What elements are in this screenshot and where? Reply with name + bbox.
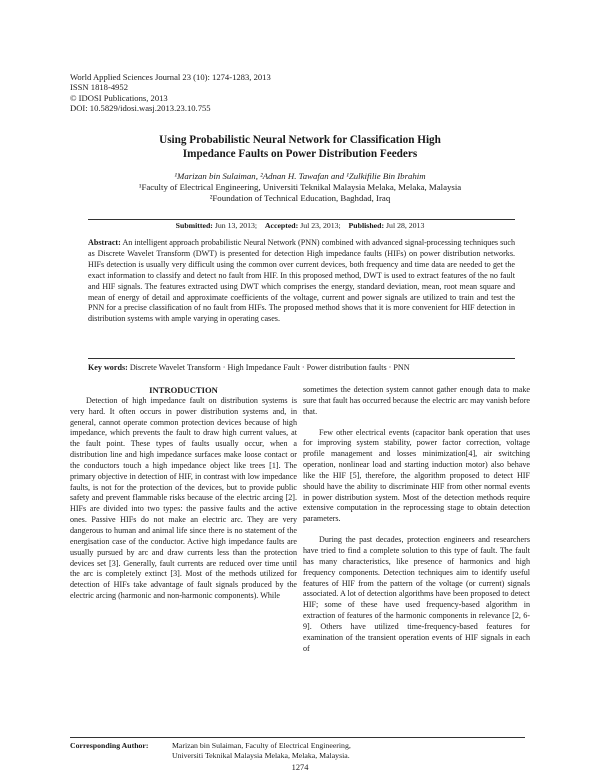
abstract bbox=[88, 238, 515, 325]
page-number: 1274 bbox=[291, 763, 309, 772]
abstract-label: Abstract: bbox=[88, 238, 121, 247]
abstract-text: An intelligent approach probabilistic Neural Network (PNN) combined with advanced signal-processing techniques such as Discrete Wavelet Transform (DWT) is presented for detection High impedance faults (HIFs) on power distribution networks. HIFs detection is usually very difficult using the common over current devices, both frequency and time data are needed to get the exact information to classify and detect no fault from HIF. In this proposed method, DWT is used to extract features of the no fault and HIF signals. The features extracted using DWT which comprises the energy, standard deviation, mean, root mean square and mean of energy of detail and approximate coefficients of the voltage, current and power signals are utilized to train and test the PNN for a precise classification of no fault from HIFs. The proposed method shows that it is more convenient for HIF detection in distribution systems with ample varying in operating cases. bbox=[88, 238, 515, 324]
intro-paragraph-3: During the past decades, protection engineers and researchers have tried to find a complete solution to this type of fault. The fault has many characteristics, like presence of harmonics and high frequency components. Detection techniques aim to identify useful features of HIF from the pattern of the voltage (or current) signals associated. A lot of detection algorithms have been proposed to detect HIF; some of these have used frequency-based algorithm in extraction of features of the harmonic components in relevance [2, 6-9]. Others have utilized time-frequency-based features for examination of the transient operation events of HIF signals in each of bbox=[303, 535, 530, 653]
submitted-label: Submitted: bbox=[175, 221, 213, 230]
journal-info bbox=[70, 72, 271, 114]
affiliation-2: ²Foundation of Technical Education, Baghdad, Iraq bbox=[209, 193, 391, 203]
divider-top bbox=[88, 219, 515, 220]
footer-divider bbox=[70, 737, 525, 738]
corresponding-author bbox=[70, 741, 351, 762]
accepted-label: Accepted: bbox=[264, 221, 299, 230]
intro-paragraph-2: Few other electrical events (capacitor bank operation that uses for improving system stability, power factor correction, voltage profile management and losses minimization[4], air switching operation, nonlinear load and starting induction motor) also behave like the HIF [5], therefore, the algorithm proposed to detect HIF should have the ability to discriminate HIF from other normal events in power distribution system. Most of the detection methods require extensive computation in the reprocessing stage to obtain detection parameters. bbox=[303, 427, 530, 524]
intro-paragraph-continued: sometimes the detection system cannot gather enough data to make sure that fault has occurred because the electric arc may vanish before that. bbox=[303, 385, 530, 416]
submitted-date: Jun 13, 2013; bbox=[214, 221, 258, 230]
keywords-label: Key words: bbox=[88, 363, 128, 372]
journal-citation: World Applied Sciences Journal 23 (10): 1274-1283, 2013 bbox=[70, 72, 271, 82]
journal-issn: ISSN 1818-4952 bbox=[70, 82, 129, 93]
corresponding-author-label: Corresponding Author: bbox=[70, 741, 149, 750]
published-date: Jul 28, 2013 bbox=[386, 221, 425, 230]
column-left bbox=[70, 385, 297, 602]
corresponding-author-line-1: Marizan bin Sulaiman, Faculty of Electrical Engineering, bbox=[171, 741, 351, 750]
paper-title bbox=[60, 134, 540, 161]
introduction-heading: INTRODUCTION bbox=[149, 385, 218, 395]
title-line-1: Using Probabilistic Neural Network for Classification High bbox=[159, 134, 441, 146]
author-names: ¹Marizan bin Sulaiman, ²Adnan H. Tawafan and ¹Zulkifilie Bin Ibrahim bbox=[174, 171, 426, 181]
submission-dates bbox=[80, 221, 520, 230]
intro-paragraph-1: Detection of high impedance fault on distribution systems is very hard. It often occurs in power distribution systems and, in general, cannot operate common protection devices because of high impedance, which prevents the fault to draw high current values, at the fault point. These types of faults usually occur, when a distribution line and high impedance surfaces make loose contact or the conductors touch a high impedance object like trees [1]. The primary objective in detection of HIF, in contrast with low impedance faults, is not for the protection of the devices, but to provide public safety and prevent flammable risks because of the electric arcing [2]. HIFs are divided into two types: the passive faults and the active ones. Passive HIFs do not make an electric arc. They are very dangerous to human and animal life since there is no statement of the energisation case of the conductor. Active high impedance faults are usually pursued by arc and draw currents less than the protection devices set [3]. Generally, fault currents are reduced over time until the arc is completely extinct [3]. Most of the methods utilized for detection of HIFs take advantage of fault signals produced by the electric arcing (harmonic and non-harmonic components). While bbox=[70, 395, 297, 601]
journal-doi: DOI: 10.5829/idosi.wasj.2013.23.10.755 bbox=[70, 103, 211, 114]
authors-block bbox=[60, 171, 540, 204]
affiliation-1: ¹Faculty of Electrical Engineering, Universiti Teknikal Malaysia Melaka, Melaka, Malaysia bbox=[138, 182, 462, 192]
accepted-date: Jul 23, 2013; bbox=[300, 221, 341, 230]
divider-keywords bbox=[88, 358, 515, 359]
title-line-2: Impedance Faults on Power Distribution Feeders bbox=[182, 147, 418, 160]
published-label: Published: bbox=[348, 221, 385, 230]
corresponding-author-line-2: Universiti Teknikal Malaysia Melaka, Melaka, Malaysia. bbox=[171, 751, 350, 761]
keywords bbox=[88, 363, 528, 372]
column-right bbox=[303, 385, 530, 654]
journal-copyright: © IDOSI Publications, 2013 bbox=[70, 92, 168, 103]
keywords-text: Discrete Wavelet Transform · High Impedance Fault · Power distribution faults · PNN bbox=[129, 363, 410, 372]
